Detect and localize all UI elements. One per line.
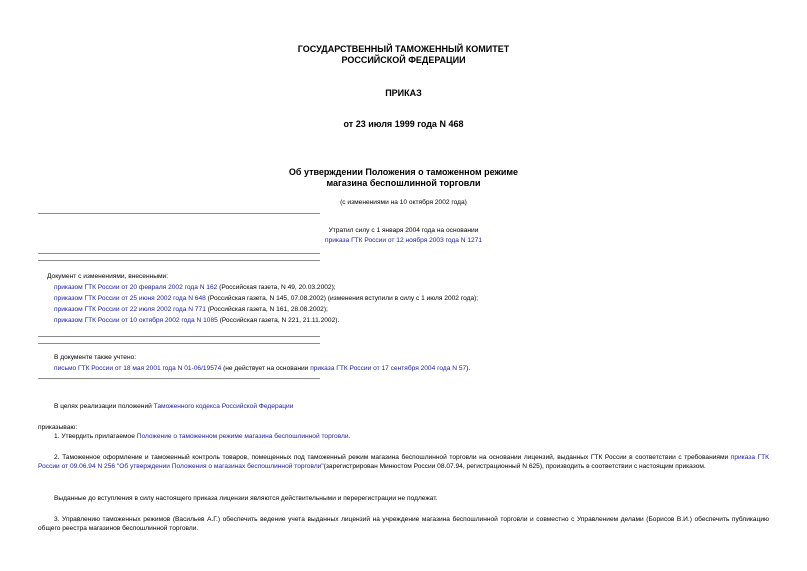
divider [38, 378, 320, 379]
order-256-link[interactable]: приказа ГТК России от 09.06.94 N 256 "Об утверждении Положения о магазинах беспошлинной торговли" [38, 454, 769, 470]
paragraph-4: 3. Управлению таможенных режимов (Васильев А.Г.) обеспечить ведение учета выданных лицензий на учреждение магазина беспошлинной торговли и совместно с Управлением делами (Борисов В.И.) обеспечить публикацию общего реестра магазинов беспошлинной торговли. [38, 516, 769, 532]
amendment-item [54, 305, 328, 314]
order-word: приказываю: [38, 424, 78, 431]
expiry-link[interactable]: приказа ГТК России от 12 ноября 2003 года N 1271 [325, 237, 482, 244]
amendment-item [54, 283, 336, 292]
amendment-source: (Российская газета, N 161, 28.08.2002); [205, 306, 328, 313]
p2-end: (зарегистрирован Минюстом России 08.07.94, регистрационный N 625), производить в соответствии с настоящим приказом. [323, 463, 706, 470]
letter-link[interactable]: письмо ГТК России от 18 мая 2001 года N 01-06/19574 [54, 365, 222, 372]
purpose-text: В целях реализации положений [54, 403, 154, 410]
also-text-end: ). [466, 365, 471, 372]
paragraph-1 [54, 432, 350, 441]
amendment-item [54, 316, 339, 325]
divider [38, 253, 320, 254]
doc-type: ПРИКАЗ [385, 88, 422, 98]
divider [38, 213, 320, 214]
divider [38, 336, 320, 337]
amendment-link[interactable]: приказом ГТК России от 25 июня 2002 года N 648 [54, 295, 206, 302]
amendment-source: (Российская газета, N 221, 21.11.2002). [217, 317, 340, 324]
org-name-line1: ГОСУДАРСТВЕННЫЙ ТАМОЖЕННЫЙ КОМИТЕТ [297, 44, 510, 54]
regulation-link[interactable]: Положение о таможенном режиме магазина беспошлинной торговли [136, 433, 349, 440]
repeal-order-link[interactable]: приказа ГТК России от 17 сентября 2004 года N 57 [310, 365, 467, 372]
expiry-line [0, 236, 807, 245]
also-intro: В документе также учтено: [54, 354, 137, 361]
customs-code-link[interactable]: Таможенного кодекса Российской Федерации [153, 403, 294, 410]
amendment-item [54, 294, 478, 303]
paragraph-3: Выданные до вступления в силу настоящего приказа лицензии являются действительными и перерегистрации не подлежат. [54, 495, 438, 502]
amendment-note: (с изменениями на 10 октября 2002 года) [340, 199, 467, 206]
expiry-text: Утратил силу с 1 января 2004 года на основании [328, 227, 479, 234]
divider [38, 260, 320, 261]
amendment-source: (Российская газета, N 145, 07.08.2002) (изменения вступили в силу с 1 июля 2002 года); [205, 295, 479, 302]
purpose-line [54, 402, 293, 411]
amendment-link[interactable]: приказом ГТК России от 22 июля 2002 года N 771 [54, 306, 206, 313]
amendment-source: (Российская газета, N 49, 20.03.2002); [217, 284, 336, 291]
also-item [54, 364, 470, 373]
amendments-intro: Документ с изменениями, внесенными: [47, 273, 169, 280]
p2-text: 2. Таможенное оформление и таможенный контроль товаров, помещенных под таможенный режим магазина беспошлинной торговли на основании лицензий, выданных ГТК России в соответствии с требованиями [54, 454, 731, 461]
doc-date: от 23 июля 1999 года N 468 [343, 119, 464, 129]
paragraph-2 [38, 453, 769, 471]
doc-title-line1: Об утверждении Положения о таможенном режиме [288, 167, 519, 177]
p1-end: . [348, 433, 351, 440]
amendment-link[interactable]: приказом ГТК России от 10 октября 2002 года N 1085 [54, 317, 218, 324]
amendment-link[interactable]: приказом ГТК России от 20 февраля 2002 года N 162 [54, 284, 218, 291]
doc-title-line2: магазина беспошлинной торговли [326, 178, 481, 188]
also-text: (не действует на основании [221, 365, 311, 372]
p1-text: 1. Утвердить прилагаемое [54, 433, 137, 440]
divider [38, 343, 320, 344]
org-name-line2: РОССИЙСКОЙ ФЕДЕРАЦИИ [341, 55, 466, 65]
